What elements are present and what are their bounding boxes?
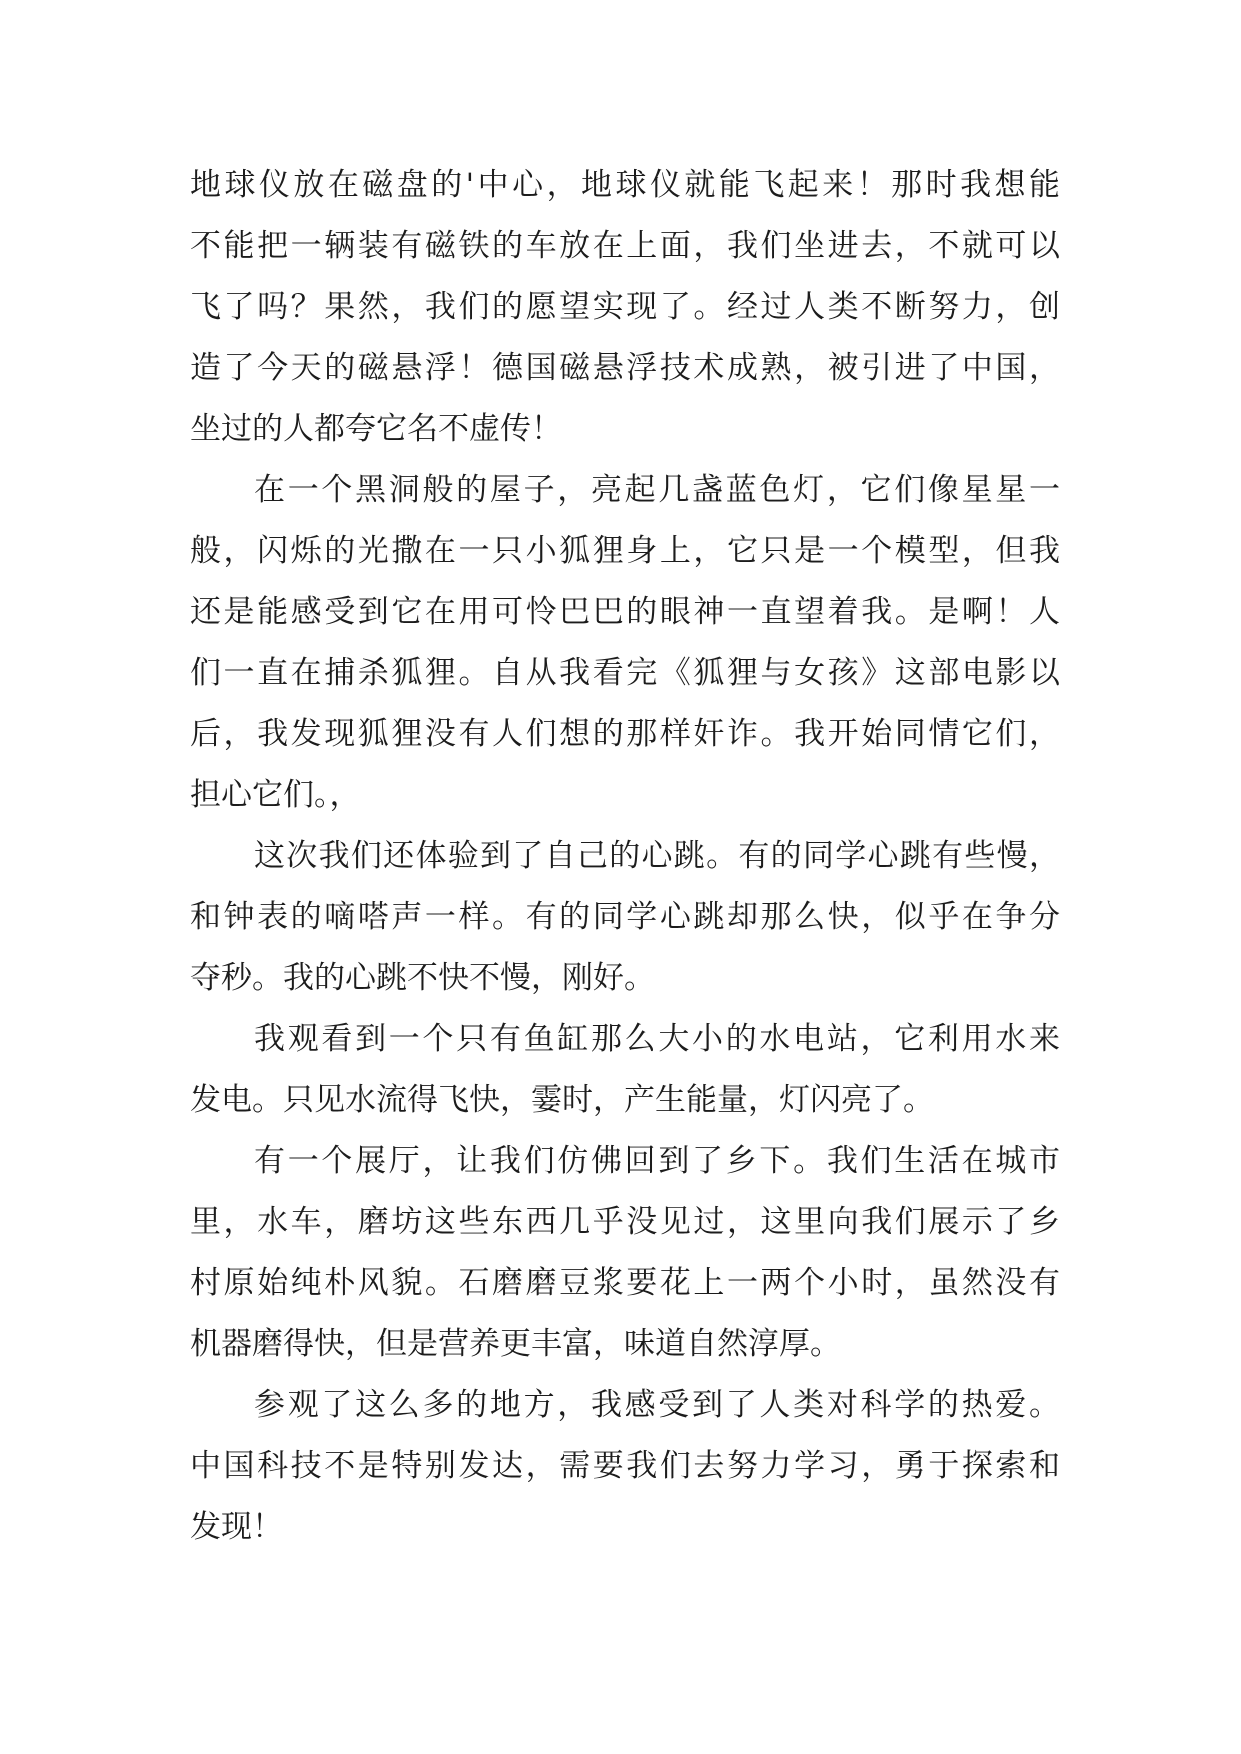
text-line: 造了今天的磁悬浮！德国磁悬浮技术成熟，被引进了中国，: [190, 350, 1060, 386]
text-line: 这次我们还体验到了自己的心跳。有的同学心跳有些慢，: [254, 838, 1060, 874]
text-line: 发电。只见水流得飞快，霎时，产生能量，灯闪亮了。: [190, 1082, 934, 1118]
text-line: 不能把一辆装有磁铁的车放在上面，我们坐进去，不就可以: [190, 228, 1060, 264]
text-line: 机器磨得快，但是营养更丰富，味道自然淳厚。: [190, 1326, 841, 1362]
text-line: 发现！: [190, 1509, 283, 1545]
text-line: 和钟表的嘀嗒声一样。有的同学心跳却那么快，似乎在争分: [190, 899, 1060, 935]
paragraph-hydropower: [190, 1009, 1060, 1131]
text-line: 担心它们。，: [190, 777, 361, 813]
text-line: 村原始纯朴风貌。石磨磨豆浆要花上一两个小时，虽然没有: [190, 1265, 1060, 1301]
text-line: 有一个展厅，让我们仿佛回到了乡下。我们生活在城市: [254, 1143, 1060, 1179]
text-line: 般，闪烁的光撒在一只小狐狸身上，它只是一个模型，但我: [190, 533, 1060, 569]
text-line: 我观看到一个只有鱼缸那么大小的水电站，它利用水来: [254, 1021, 1060, 1057]
text-line: 夺秒。我的心跳不快不慢，刚好。: [190, 960, 655, 996]
paragraph-countryside: [190, 1131, 1060, 1375]
paragraph-fox: [190, 460, 1060, 826]
text-line: 参观了这么多的地方，我感受到了人类对科学的热爱。: [254, 1387, 1060, 1423]
paragraph-conclusion: [190, 1375, 1060, 1558]
text-line: 飞了吗？果然，我们的愿望实现了。经过人类不断努力，创: [190, 289, 1060, 325]
text-line: 在一个黑洞般的屋子，亮起几盏蓝色灯，它们像星星一: [254, 472, 1060, 508]
text-line: 还是能感受到它在用可怜巴巴的眼神一直望着我。是啊！人: [190, 594, 1060, 630]
paragraph-heartbeat: [190, 826, 1060, 1009]
text-line: 们一直在捕杀狐狸。自从我看完《狐狸与女孩》这部电影以: [190, 655, 1060, 691]
text-line: 坐过的人都夸它名不虚传！: [190, 411, 562, 447]
text-line: 地球仪放在磁盘的'中心，地球仪就能飞起来！那时我想能: [190, 167, 1060, 203]
document-body: [190, 155, 1060, 1558]
paragraph-maglev: [190, 155, 1060, 460]
text-line: 后，我发现狐狸没有人们想的那样奸诈。我开始同情它们，: [190, 716, 1060, 752]
text-line: 里，水车，磨坊这些东西几乎没见过，这里向我们展示了乡: [190, 1204, 1060, 1240]
text-line: 中国科技不是特别发达，需要我们去努力学习，勇于探索和: [190, 1448, 1060, 1484]
